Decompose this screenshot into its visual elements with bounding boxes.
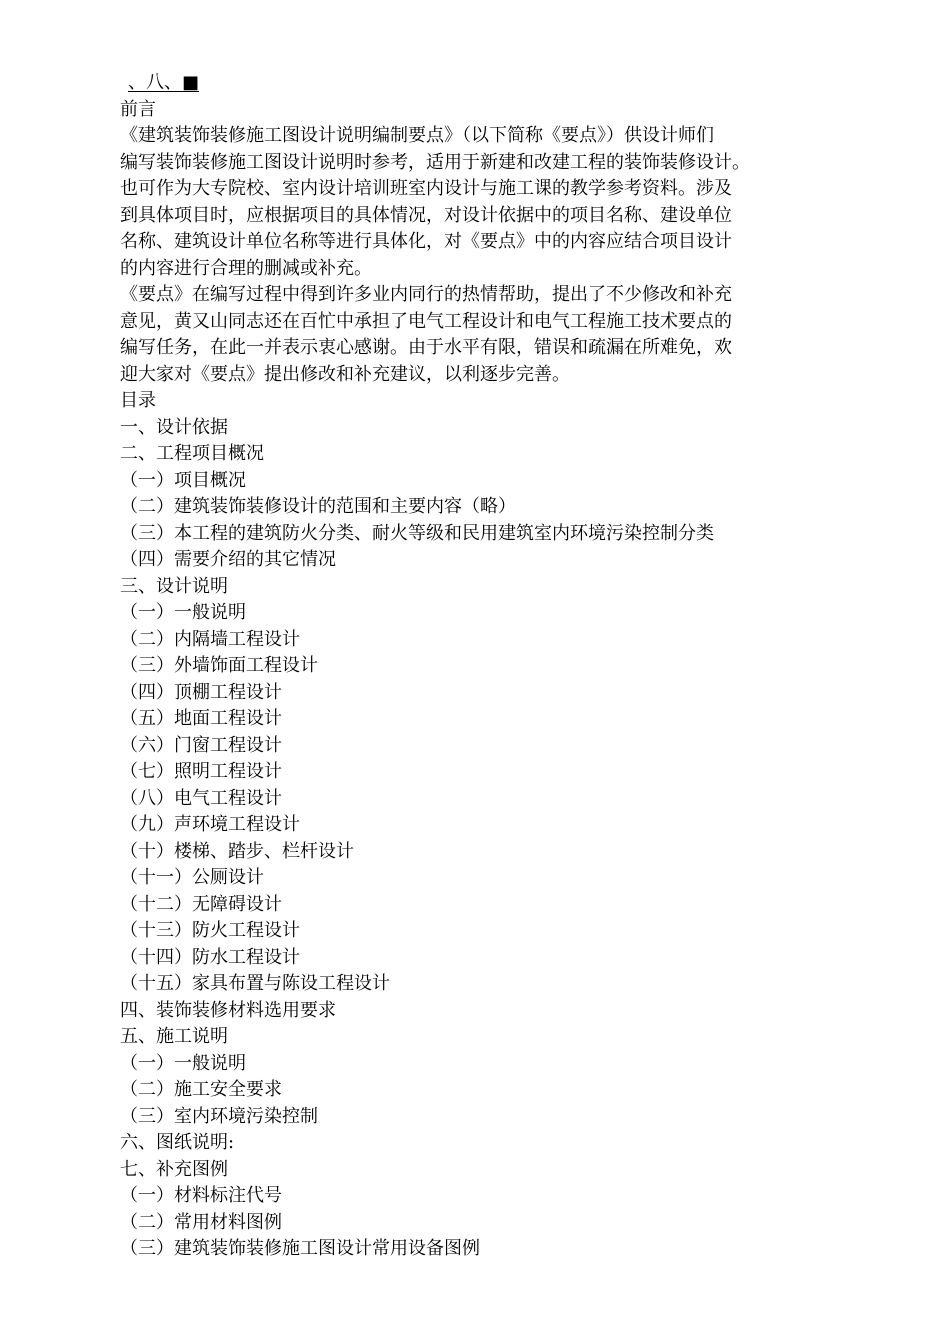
toc-item: 六、图纸说明: (120, 1132, 235, 1153)
toc-item: （十四）防水工程设计 (120, 946, 300, 968)
toc-item: （四）顶棚工程设计 (120, 681, 282, 703)
toc-item: （三）外墙饰面工程设计 (120, 655, 318, 676)
toc-item: （三）室内环境污染控制 (120, 1105, 318, 1127)
paragraph-line: 名称、建筑设计单位名称等进行具体化，对《要点》中的内容应结合项目设计 (120, 231, 732, 252)
paragraph-line: 《要点》在编写过程中得到许多业内同行的热情帮助，提出了不少修改和补充 (120, 284, 732, 305)
preface-section (120, 97, 832, 389)
toc-item: 四、装饰装修材料选用要求 (120, 999, 336, 1021)
toc-item: 七、补充图例 (120, 1158, 228, 1180)
toc-item: （四）需要介绍的其它情况 (120, 549, 336, 570)
preface-paragraph-1 (120, 123, 832, 282)
toc-item: （三）本工程的建筑防火分类、耐火等级和民用建筑室内环境污染控制分类 (120, 522, 714, 544)
toc-item: （二）内隔墙工程设计 (120, 628, 300, 650)
toc-item: （九）声环境工程设计 (120, 814, 300, 835)
preface-paragraph-2 (120, 282, 832, 388)
toc-item: （十一）公厕设计 (120, 867, 264, 888)
toc-item: （十五）家具布置与陈设工程设计 (120, 973, 390, 994)
paragraph-line: 到具体项目时，应根据项目的具体情况，对设计依据中的项目名称、建设单位 (120, 204, 732, 226)
toc-item: （十三）防火工程设计 (120, 920, 300, 941)
paragraph-line: 也可作为大专院校、室内设计培训班室内设计与施工课的教学参考资料。涉及 (120, 178, 732, 199)
toc-item: 五、施工说明 (120, 1026, 228, 1047)
toc-item: （一）材料标注代号 (120, 1185, 282, 1206)
toc-item: （十）楼梯、踏步、栏杆设计 (120, 840, 354, 862)
paragraph-line: 编写装饰装修施工图设计说明时参考，适用于新建和改建工程的装饰装修设计。 (120, 151, 750, 173)
toc-item: （二）施工安全要求 (120, 1079, 282, 1100)
toc-item: （一）一般说明 (120, 1052, 246, 1074)
header-mark: 、八、■ (128, 72, 200, 93)
paragraph-line: 意见，黄又山同志还在百忙中承担了电气工程设计和电气工程施工技术要点的 (120, 310, 732, 332)
paragraph-line: 编写任务，在此一并表示衷心感谢。由于水平有限，错误和疏漏在所难免，欢 (120, 337, 732, 358)
toc-item: （一）项目概况 (120, 469, 246, 491)
toc-item: （二）常用材料图例 (120, 1211, 282, 1233)
toc-item: （八）电气工程设计 (120, 787, 282, 809)
paragraph-line: 的内容进行合理的删减或补充。 (120, 257, 372, 279)
toc-item: （六）门窗工程设计 (120, 734, 282, 756)
toc-list (120, 415, 832, 1263)
preface-title: 前言 (120, 98, 156, 120)
toc-item: （二）建筑装饰装修设计的范围和主要内容（略） (120, 496, 516, 517)
toc-item: （七）照明工程设计 (120, 761, 282, 782)
toc-item: （一）一般说明 (120, 602, 246, 623)
paragraph-line: 《建筑装饰装修施工图设计说明编制要点》（以下简称《要点》）供设计师们 (120, 125, 714, 146)
toc-item: 一、设计依据 (120, 416, 228, 438)
toc-section (120, 388, 832, 1263)
toc-title: 目录 (120, 390, 156, 411)
toc-item: 三、设计说明 (120, 575, 228, 597)
toc-item: （三）建筑装饰装修施工图设计常用设备图例 (120, 1238, 480, 1259)
toc-item: （十二）无障碍设计 (120, 893, 282, 915)
document-page (120, 70, 832, 1263)
toc-item: （五）地面工程设计 (120, 708, 282, 729)
paragraph-line: 迎大家对《要点》提出修改和补充建议，以利逐步完善。 (120, 363, 570, 385)
toc-item: 二、工程项目概况 (120, 443, 264, 464)
